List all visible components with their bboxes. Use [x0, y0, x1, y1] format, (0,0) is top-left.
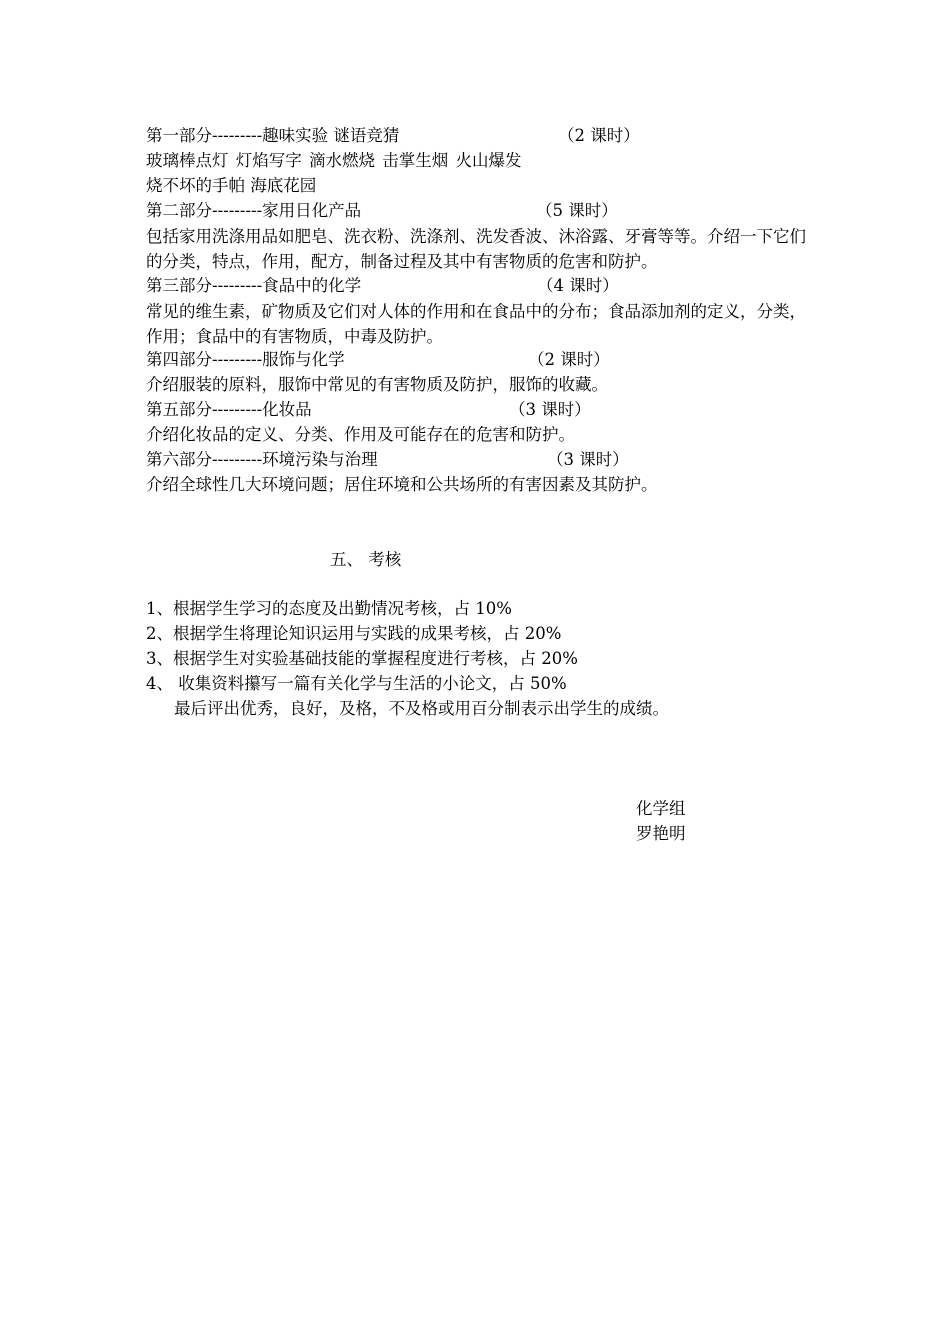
assessment-final: 最后评出优秀，良好，及格，不及格或用百分制表示出学生的成绩。	[174, 699, 669, 718]
part-2-hours: （5 课时）	[536, 201, 618, 220]
part-4-hours: （2 课时）	[528, 350, 610, 369]
part-2-title: 第二部分---------家用日化产品	[146, 201, 362, 220]
part-5-description: 介绍化妆品的定义、分类、作用及可能存在的危害和防护。	[146, 425, 575, 444]
part-6-hours: （3 课时）	[547, 450, 629, 469]
part-4-description: 介绍服装的原料，服饰中常见的有害物质及防护，服饰的收藏。	[146, 375, 608, 394]
part-4-title: 第四部分---------服饰与化学	[146, 350, 345, 369]
assessment-item-2: 2、根据学生将理论知识运用与实践的成果考核，占 20%	[146, 624, 562, 643]
part-1-items-line2: 烧不坏的手帕 海底花园	[146, 176, 317, 195]
section-5-heading: 五、 考核	[330, 550, 402, 569]
part-3-title: 第三部分---------食品中的化学	[146, 276, 362, 295]
signature-group: 化学组	[636, 799, 686, 818]
part-1-items-line1: 玻璃棒点灯 灯焰写字 滴水燃烧 击掌生烟 火山爆发	[146, 151, 522, 170]
part-1-title: 第一部分---------趣味实验 谜语竞猜	[146, 126, 400, 145]
part-6-description: 介绍全球性几大环境问题；居住环境和公共场所的有害因素及其防护。	[146, 475, 658, 494]
part-5-hours: （3 课时）	[509, 400, 591, 419]
part-5-title: 第五部分---------化妆品	[146, 400, 312, 419]
signature-name: 罗艳明	[636, 824, 686, 843]
part-6-title: 第六部分---------环境污染与治理	[146, 450, 378, 469]
assessment-item-3: 3、根据学生对实验基础技能的掌握程度进行考核，占 20%	[146, 649, 578, 668]
assessment-item-1: 1、根据学生学习的态度及出勤情况考核，占 10%	[146, 599, 512, 618]
assessment-item-4: 4、 收集资料攥写一篇有关化学与生活的小论文，占 50%	[146, 674, 567, 693]
part-3-hours: （4 课时）	[537, 276, 619, 295]
part-3-description: 常见的维生素，矿物质及它们对人体的作用和在食品中的分布；食品添加剂的定义，分类，作用；食品中的有害物质，中毒及防护。	[146, 302, 806, 346]
part-2-description: 包括家用洗涤用品如肥皂、洗衣粉、洗涤剂、洗发香波、沐浴露、牙膏等等。介绍一下它们的分类，特点，作用，配方，制备过程及其中有害物质的危害和防护。	[146, 227, 806, 271]
part-1-hours: （2 课时）	[558, 126, 640, 145]
